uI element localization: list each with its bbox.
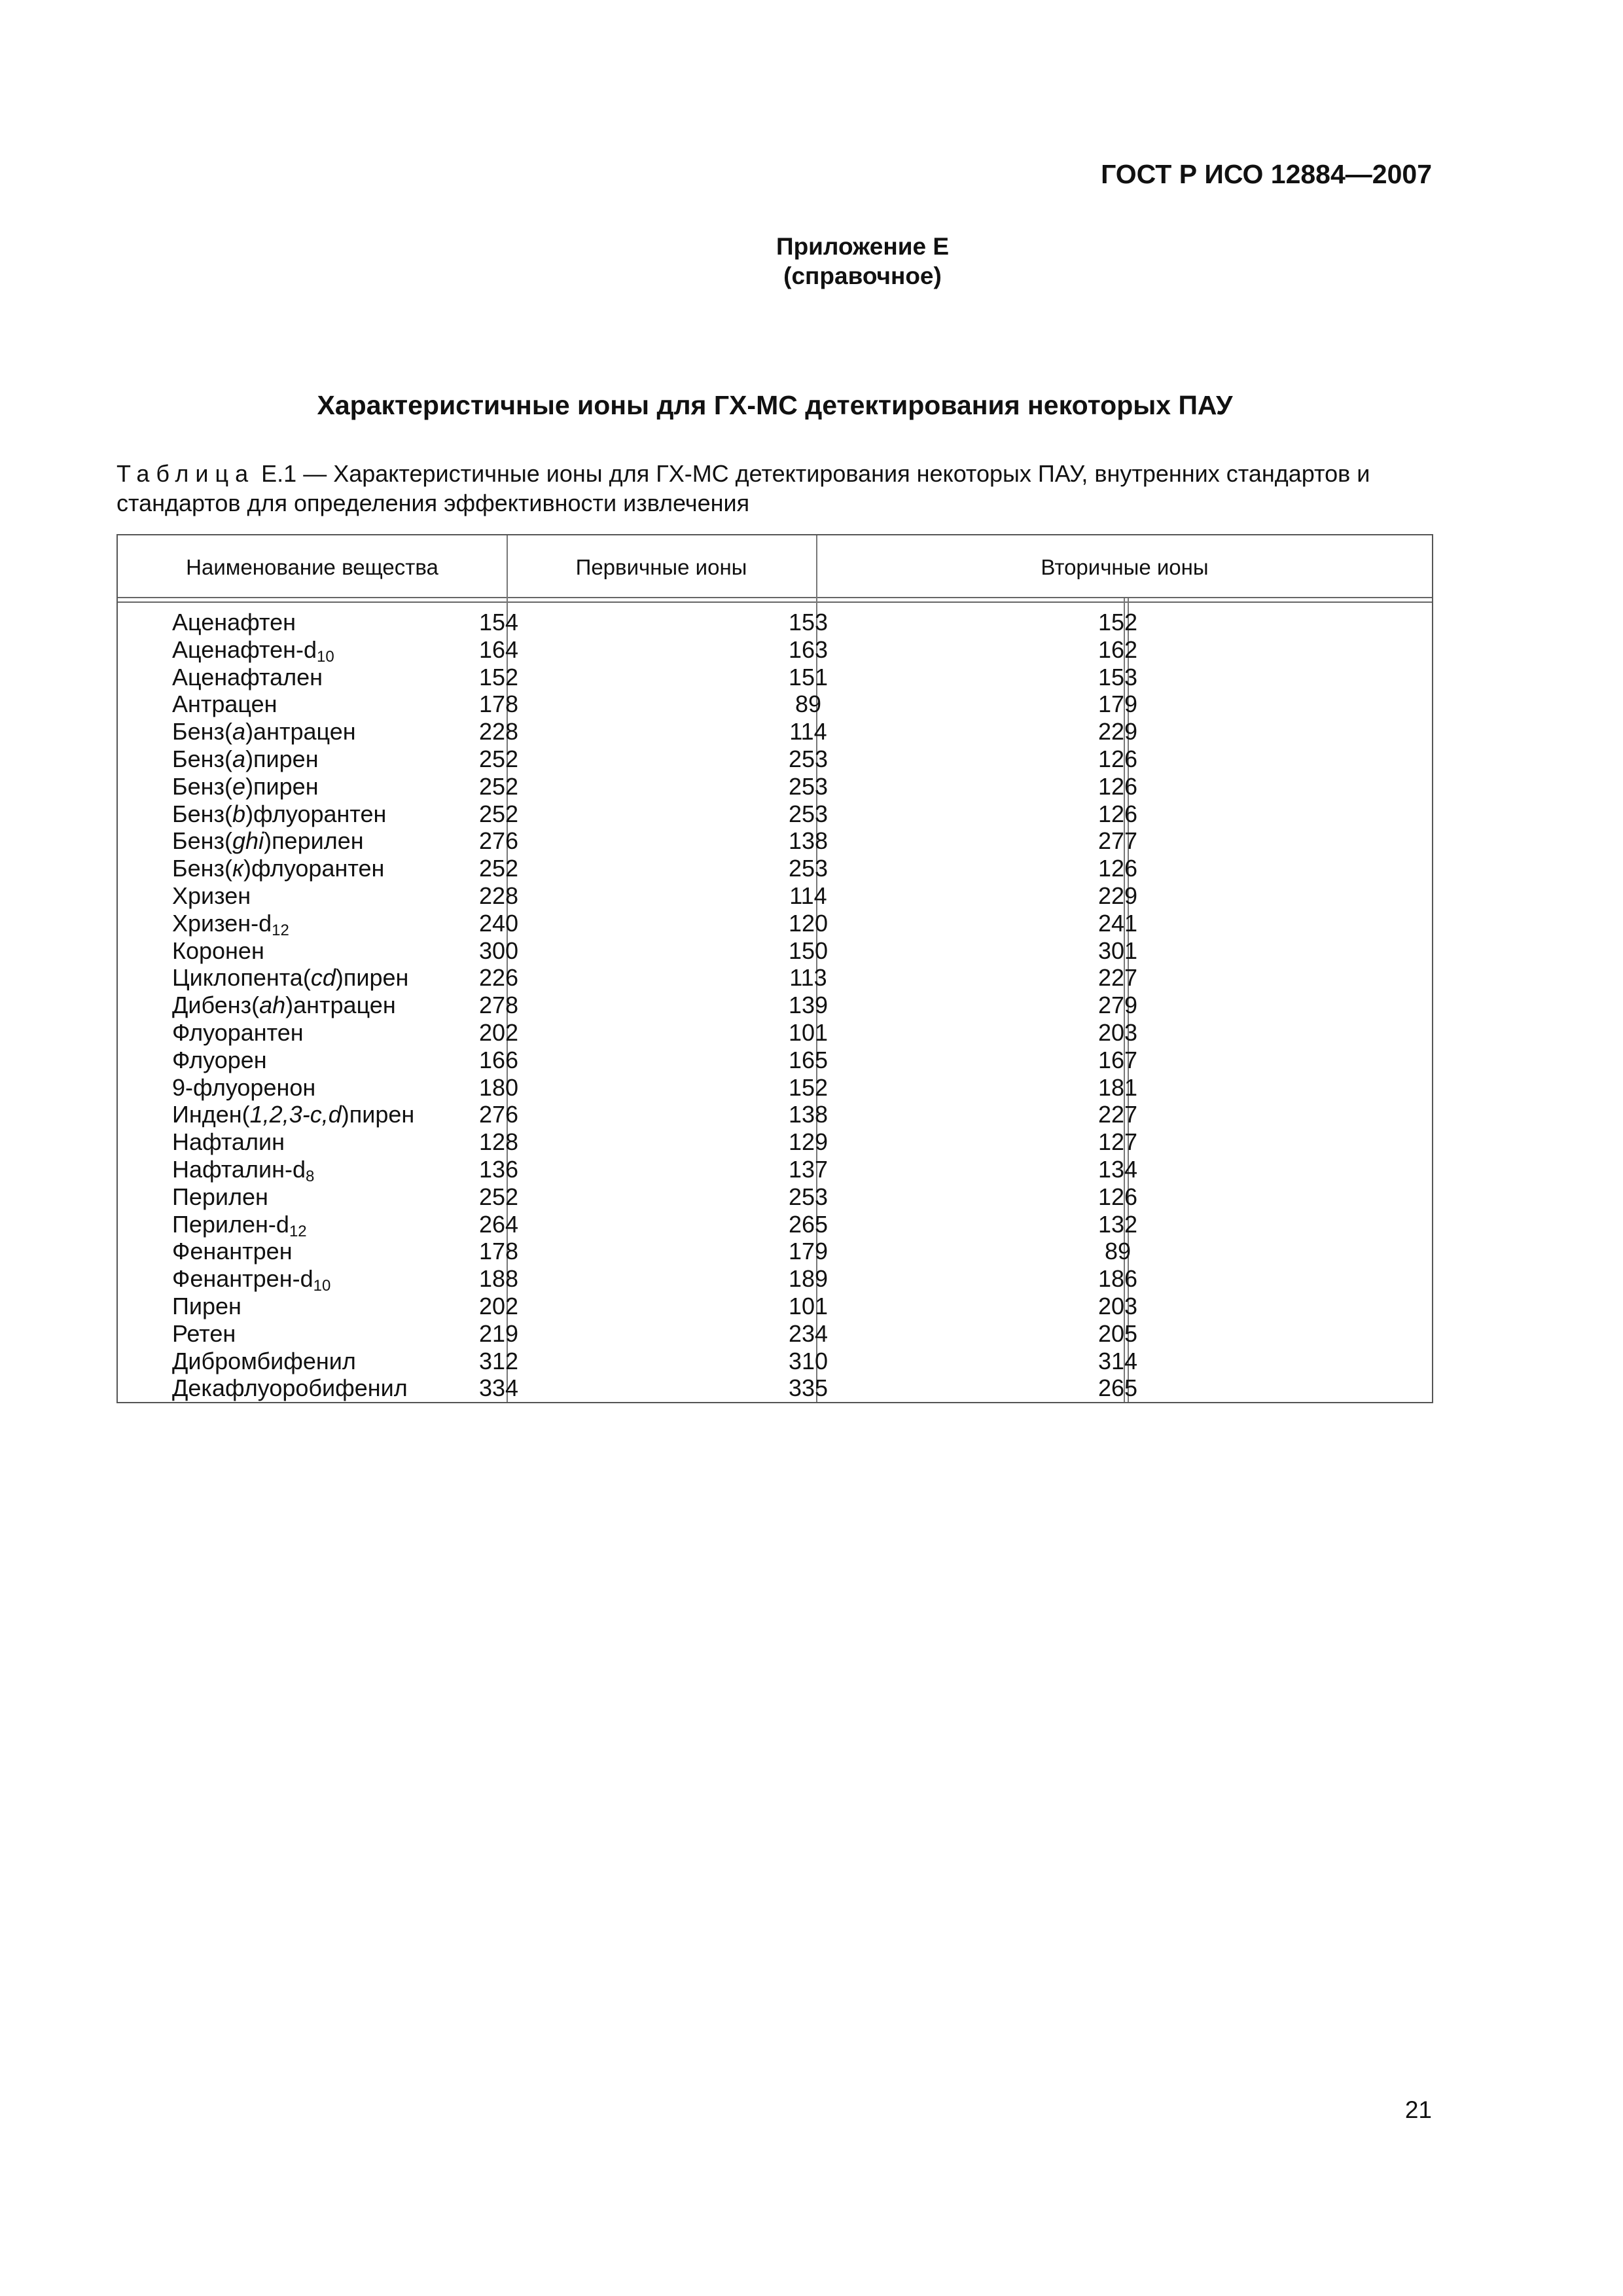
secondary-ion-2: 153 (1097, 663, 1138, 691)
primary-ion: 252 (478, 745, 519, 772)
primary-ion: 264 (478, 1210, 519, 1238)
substance-name: Бенз(b)флуорантен (172, 800, 387, 827)
substance-name: Инден(1,2,3-c,d)пирен (172, 1101, 415, 1128)
table-row (118, 882, 1432, 910)
secondary-ion-1: 151 (788, 663, 829, 691)
substance-name: Хризен (172, 882, 251, 909)
secondary-ion-2: 241 (1097, 909, 1138, 937)
secondary-ion-1: 89 (794, 691, 822, 718)
page-number: 21 (1404, 2096, 1432, 2123)
table-row (118, 636, 1432, 664)
secondary-ion-1: 153 (788, 609, 829, 636)
substance-name: Коронен (172, 937, 264, 964)
header-secondary-ions: Вторичные ионы (1041, 555, 1209, 579)
secondary-ion-2: 279 (1097, 992, 1138, 1019)
secondary-ion-1: 129 (788, 1128, 829, 1156)
primary-ion: 164 (478, 636, 519, 663)
table-row (118, 1374, 1432, 1402)
table-row (118, 1101, 1432, 1128)
secondary-ion-2: 265 (1097, 1374, 1138, 1402)
primary-ion: 219 (478, 1319, 519, 1347)
secondary-ion-2: 89 (1104, 1238, 1132, 1265)
secondary-ion-1: 114 (789, 718, 827, 745)
secondary-ion-1: 150 (788, 937, 829, 964)
table-row (118, 937, 1432, 965)
secondary-ion-1: 253 (788, 800, 829, 827)
primary-ion: 154 (478, 609, 519, 636)
secondary-ion-2: 126 (1097, 745, 1138, 772)
secondary-ion-2: 227 (1097, 1101, 1138, 1128)
table-body (118, 609, 1432, 1402)
table-row (118, 910, 1432, 937)
substance-name: Флуорен (172, 1046, 267, 1073)
secondary-ion-2: 186 (1097, 1265, 1138, 1293)
secondary-ion-1: 101 (788, 1292, 829, 1319)
table-row (118, 1047, 1432, 1074)
substance-name: Бенз(a)пирен (172, 745, 319, 772)
table-row (118, 800, 1432, 828)
secondary-ion-2: 152 (1097, 609, 1138, 636)
standard-code: ГОСТ Р ИСО 12884—2007 (1101, 159, 1432, 189)
substance-name: Пирен (172, 1292, 241, 1319)
secondary-ion-1: 179 (788, 1238, 829, 1265)
table-row (118, 1128, 1432, 1156)
secondary-ion-2: 229 (1097, 718, 1138, 745)
substance-name: Перилен-$d_{12}$ (172, 1210, 307, 1240)
primary-ion: 240 (478, 909, 519, 937)
secondary-ion-2: 126 (1097, 1183, 1138, 1210)
primary-ion: 188 (478, 1265, 519, 1293)
ions-table (116, 534, 1433, 1403)
annex-label: Приложение Е (776, 233, 950, 260)
substance-name: Бенз(a)антрацен (172, 718, 356, 745)
table-caption-text: Е.1 — Характеристичные ионы для ГХ-МС детектирования некоторых ПАУ, внутренних стандартов и стандартов для определения эффективности извлечения (116, 460, 1370, 516)
header-name: Наименование вещества (186, 555, 438, 579)
table-header (118, 535, 1432, 600)
secondary-ion-1: 310 (788, 1347, 829, 1374)
primary-ion: 252 (478, 1183, 519, 1210)
table-row (118, 1238, 1432, 1265)
table-row (118, 1074, 1432, 1102)
secondary-ion-1: 113 (789, 964, 827, 992)
table-row (118, 718, 1432, 745)
substance-name: Аценафтен-$d_{10}$ (172, 636, 334, 666)
primary-ion: 180 (478, 1073, 519, 1101)
secondary-ion-2: 227 (1097, 964, 1138, 992)
substance-name: Антрацен (172, 691, 277, 718)
substance-name: Хризен-$d_{12}$ (172, 909, 289, 939)
table-row (118, 1156, 1432, 1183)
primary-ion: 152 (478, 663, 519, 691)
primary-ion: 312 (478, 1347, 519, 1374)
table-row (118, 827, 1432, 855)
secondary-ion-2: 229 (1097, 882, 1138, 909)
primary-ion: 278 (478, 992, 519, 1019)
secondary-ion-1: 189 (788, 1265, 829, 1293)
substance-name: Бенз(e)пирен (172, 772, 319, 800)
table-caption-label: Таблица (116, 460, 255, 487)
substance-name: 9-флуоренон (172, 1073, 316, 1101)
secondary-ion-2: 179 (1097, 691, 1138, 718)
substance-name: Циклопента(cd)пирен (172, 964, 409, 992)
substance-name: Нафталин-$d_8$ (172, 1155, 315, 1185)
primary-ion: 166 (478, 1046, 519, 1073)
substance-name: Аценафтален (172, 663, 323, 691)
secondary-ion-2: 277 (1097, 827, 1138, 855)
primary-ion: 252 (478, 855, 519, 882)
primary-ion: 228 (478, 882, 519, 909)
secondary-ion-1: 138 (788, 827, 829, 855)
table-row (118, 609, 1432, 636)
secondary-ion-2: 132 (1097, 1210, 1138, 1238)
substance-name: Дибромбифенил (172, 1347, 356, 1374)
secondary-ion-2: 126 (1097, 855, 1138, 882)
primary-ion: 128 (478, 1128, 519, 1156)
secondary-ion-2: 167 (1097, 1046, 1138, 1073)
primary-ion: 252 (478, 800, 519, 827)
substance-name: Бенз(ghi)перилен (172, 827, 364, 855)
substance-name: Декафлуоробифенил (172, 1374, 408, 1402)
secondary-ion-2: 126 (1097, 772, 1138, 800)
header-rule (118, 597, 1432, 598)
section-title: Характеристичные ионы для ГХ-МС детектирования некоторых ПАУ (317, 390, 1233, 420)
substance-name: Перилен (172, 1183, 268, 1210)
primary-ion: 276 (478, 1101, 519, 1128)
primary-ion: 178 (478, 1238, 519, 1265)
secondary-ion-1: 253 (788, 855, 829, 882)
substance-name: Флуорантен (172, 1018, 304, 1046)
substance-name: Ретен (172, 1319, 236, 1347)
primary-ion: 276 (478, 827, 519, 855)
secondary-ion-2: 203 (1097, 1292, 1138, 1319)
table-row (118, 1348, 1432, 1375)
secondary-ion-2: 127 (1097, 1128, 1138, 1156)
primary-ion: 178 (478, 691, 519, 718)
substance-name: Дибенз(ah)антрацен (172, 992, 396, 1019)
table-row (118, 745, 1432, 773)
secondary-ion-2: 314 (1097, 1347, 1138, 1374)
table-row (118, 964, 1432, 992)
substance-name: Бенз(к)флуорантен (172, 855, 385, 882)
secondary-ion-1: 335 (788, 1374, 829, 1402)
secondary-ion-1: 234 (788, 1319, 829, 1347)
secondary-ion-1: 152 (788, 1073, 829, 1101)
primary-ion: 228 (478, 718, 519, 745)
secondary-ion-2: 126 (1097, 800, 1138, 827)
secondary-ion-1: 165 (788, 1046, 829, 1073)
secondary-ion-2: 181 (1097, 1073, 1138, 1101)
table-row (118, 1183, 1432, 1211)
primary-ion: 300 (478, 937, 519, 964)
header-rule-double (118, 601, 1432, 603)
primary-ion: 334 (478, 1374, 519, 1402)
secondary-ion-1: 101 (788, 1018, 829, 1046)
secondary-ion-2: 301 (1097, 937, 1138, 964)
table-row (118, 1211, 1432, 1238)
table-row (118, 1320, 1432, 1348)
table-caption (116, 459, 1438, 518)
substance-name: Фенантрен (172, 1238, 293, 1265)
secondary-ion-2: 162 (1097, 636, 1138, 663)
secondary-ion-1: 120 (788, 909, 829, 937)
table-row (118, 691, 1432, 718)
substance-name: Нафталин (172, 1128, 285, 1156)
table-row (118, 1265, 1432, 1293)
table-row (118, 773, 1432, 800)
secondary-ion-2: 205 (1097, 1319, 1138, 1347)
secondary-ion-1: 253 (788, 745, 829, 772)
secondary-ion-2: 134 (1097, 1155, 1138, 1183)
table-row (118, 855, 1432, 882)
primary-ion: 226 (478, 964, 519, 992)
primary-ion: 202 (478, 1018, 519, 1046)
table-row (118, 1293, 1432, 1320)
secondary-ion-1: 139 (788, 992, 829, 1019)
header-primary-ions: Первичные ионы (575, 555, 747, 579)
secondary-ion-2: 203 (1097, 1018, 1138, 1046)
substance-name: Фенантрен-$d_{10}$ (172, 1265, 331, 1295)
secondary-ion-1: 137 (788, 1155, 829, 1183)
table-row (118, 664, 1432, 691)
secondary-ion-1: 265 (788, 1210, 829, 1238)
table-row (118, 992, 1432, 1019)
secondary-ion-1: 114 (789, 882, 827, 909)
substance-name: Аценафтен (172, 609, 296, 636)
primary-ion: 252 (478, 772, 519, 800)
annex-heading (0, 232, 1623, 291)
primary-ion: 202 (478, 1292, 519, 1319)
secondary-ion-1: 138 (788, 1101, 829, 1128)
annex-type: (справочное) (783, 262, 942, 289)
table-row (118, 1019, 1432, 1047)
secondary-ion-1: 253 (788, 772, 829, 800)
secondary-ion-1: 163 (788, 636, 829, 663)
primary-ion: 136 (478, 1155, 519, 1183)
secondary-ion-1: 253 (788, 1183, 829, 1210)
